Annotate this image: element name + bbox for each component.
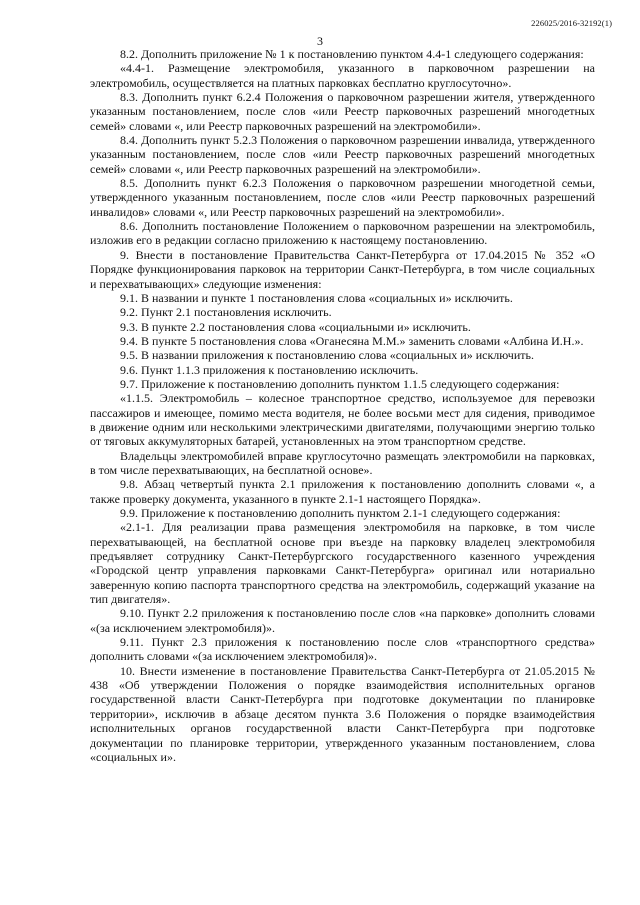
paragraph-8-2: 8.2. Дополнить приложение № 1 к постановлению пунктом 4.4-1 следующего содержания:	[120, 47, 584, 61]
paragraph-8-6: 8.6. Дополнить постановление Положением о парковочном разрешении на электромобиль, изложив его в редакции согласно приложению к настоящему постановлению.	[90, 219, 595, 248]
document-id: 226025/2016-32192(1)	[531, 18, 612, 28]
paragraph-9-7-quote: «1.1.5. Электромобиль – колесное транспортное средство, используемое для перевозки пассажиров и имеющее, помимо места водителя, не более восьми мест для сидения, приводимое в движение одним или несколькими электрическими двигателями, получающими энергию только от тяговых аккумуляторных батарей, установленных на этом транспортном средстве.	[90, 391, 595, 449]
paragraph-9-9: 9.9. Приложение к постановлению дополнить пунктом 2.1-1 следующего содержания:	[120, 506, 561, 520]
paragraph-9-9-quote: «2.1-1. Для реализации права размещения электромобиля на парковке, в том числе перехватывающей, на бесплатной основе при въезде на парковку владелец электромобиля предъявляет сотруднику Санкт-Петербургского государственного казенного учреждения «Городской центр управления парковками Санкт-Петербурга» оригинал или нотариально заверенную копию паспорта транспортного средства на электромобиль, содержащий указание на тип двигателя».	[90, 520, 595, 607]
paragraph-8-4: 8.4. Дополнить пункт 5.2.3 Положения о парковочном разрешении инвалида, утвержденного указанным постановлением, после слов «или Реестр парковочных разрешений многодетных семей» словами «, или Реестр парковочных разрешений на электромобили».	[90, 133, 595, 176]
paragraph-9-1: 9.1. В названии и пункте 1 постановления слова «социальных и» исключить.	[120, 290, 513, 305]
paragraph-9: 9. Внести в постановление Правительства Санкт-Петербурга от 17.04.2015 № 352 «О Порядке функционирования парковок на территории Санкт-Петербурга, в том числе социальных и перехватывающих» следующие изменения:	[90, 247, 595, 291]
paragraph-9-2: 9.2. Пункт 2.1 постановления исключить.	[120, 305, 332, 320]
paragraph-9-7-quote-cont: Владельцы электромобилей вправе круглосуточно размещать электромобили на парковках, в том числе перехватывающих, на бесплатной основе».	[90, 448, 595, 477]
paragraph-10: 10. Внести изменение в постановление Правительства Санкт-Петербурга от 21.05.2015 № 438 «Об утверждении Положения о порядке взаимодействия исполнительных органов государственной власти Санкт-Петербурга при подготовке документации по планировке территории», исключив в абзаце десятом пункта 3.6 Положения о порядке взаимодействия исполнительных органов государственной власти Санкт-Петербурга при подготовке документации по планировке территории, утвержденного указанным постановлением, слова «социальных и».	[90, 663, 595, 764]
paragraph-9-6: 9.6. Пункт 1.1.3 приложения к постановлению исключить.	[120, 362, 419, 377]
paragraph-9-11: 9.11. Пункт 2.3 приложения к постановлению после слов «транспортного средства» дополнить словами «(за исключением электромобиля)».	[90, 635, 595, 664]
paragraph-9-10: 9.10. Пункт 2.2 приложения к постановлению после слов «на парковке» дополнить словами «(за исключением электромобиля)».	[90, 606, 595, 635]
paragraph-8-3: 8.3. Дополнить пункт 6.2.4 Положения о парковочном разрешении жителя, утвержденного указанным постановлением, после слов «или Реестр парковочных разрешений многодетных семей» словами «, или Реестр парковочных разрешений на электромобили».	[90, 90, 595, 133]
paragraph-8-2-quote: «4.4-1. Размещение электромобиля, указанного в парковочном разрешении на электромобиль, осуществляется на платных парковках бесплатно круглосуточно».	[90, 61, 595, 90]
paragraph-9-3: 9.3. В пункте 2.2 постановления слова «социальными и» исключить.	[120, 319, 471, 334]
document-body	[90, 47, 595, 764]
paragraph-9-4: 9.4. В пункте 5 постановления слова «Оганесяна М.М.» заменить словами «Албина И.Н.».	[120, 333, 584, 348]
paragraph-9-8: 9.8. Абзац четвертый пункта 2.1 приложения к постановлению дополнить словами «, а также проверку документа, указанного в пункте 2.1-1 настоящего Порядка».	[90, 477, 595, 506]
paragraph-8-5: 8.5. Дополнить пункт 6.2.3 Положения о парковочном разрешении многодетной семьи, утвержденного указанным постановлением, после слов «или Реестр парковочных разрешений инвалидов» словами «, или Реестр парковочных разрешений на электромобили».	[90, 176, 595, 219]
paragraph-9-7: 9.7. Приложение к постановлению дополнить пунктом 1.1.5 следующего содержания:	[120, 376, 560, 391]
page-number: 3	[317, 34, 323, 48]
paragraph-9-5: 9.5. В названии приложения к постановлению слова «социальных и» исключить.	[120, 348, 534, 363]
